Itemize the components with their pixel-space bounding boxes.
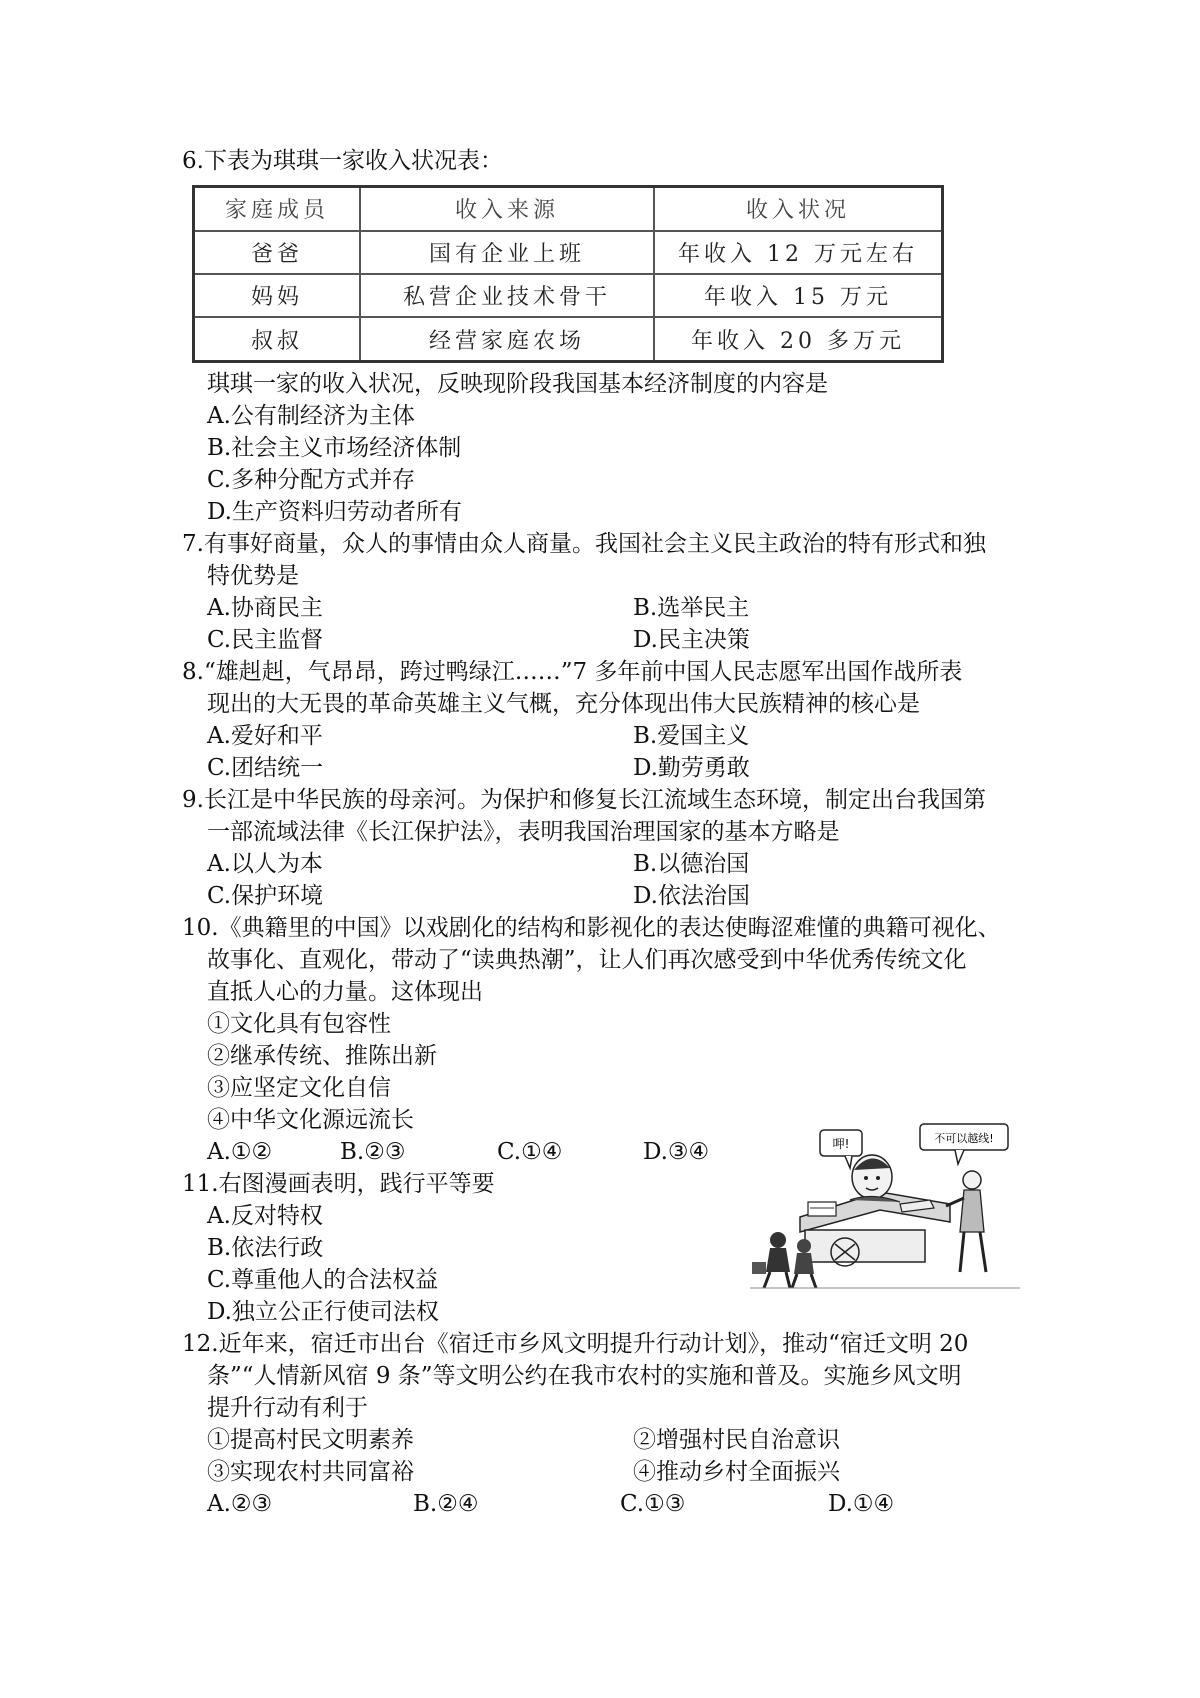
q9-stem-line2: 一部流域法律《长江保护法》，表明我国治理国家的基本方略是 bbox=[207, 819, 840, 845]
table-header-cell: 收入状况 bbox=[654, 187, 943, 231]
q12-item-4: ④推动乡村全面振兴 bbox=[633, 1459, 840, 1485]
q12-item-2: ②增强村民自治意识 bbox=[633, 1427, 840, 1453]
q7-option-b: B.选举民主 bbox=[633, 595, 750, 621]
q10-stem-line2: 故事化、直观化，带动了“读典热潮”，让人们再次感受到中华优秀传统文化 bbox=[207, 947, 967, 973]
q12-option-b: B.②④ bbox=[413, 1491, 479, 1517]
q10-stem-line1: 10.《典籍里的中国》以戏剧化的结构和影视化的表达使晦涩难懂的典籍可视化、 bbox=[182, 915, 1001, 941]
table-cell: 经营家庭农场 bbox=[360, 317, 654, 361]
table-cell: 爸爸 bbox=[194, 231, 361, 274]
q11-option-a: A.反对特权 bbox=[207, 1203, 323, 1229]
q11-option-d: D.独立公正行使司法权 bbox=[207, 1299, 439, 1325]
q11-stem: 11.右图漫画表明，践行平等要 bbox=[182, 1171, 495, 1197]
table-row bbox=[194, 231, 943, 274]
table-header-row bbox=[194, 187, 943, 231]
cartoon-bubble-text-2: 不可以越线! bbox=[934, 1132, 994, 1145]
table-header-cell: 收入来源 bbox=[360, 187, 654, 231]
q6-stem: 6.下表为琪琪一家收入状况表： bbox=[182, 148, 503, 174]
q12-option-c: C.①③ bbox=[620, 1491, 686, 1517]
table-cell: 年收入 15 万元 bbox=[654, 274, 943, 317]
q10-item-3: ③应坚定文化自信 bbox=[207, 1075, 391, 1101]
q6-option-a: A.公有制经济为主体 bbox=[207, 403, 415, 429]
q12-stem-line2: 条”“人情新风宿 9 条”等文明公约在我市农村的实施和普及。实施乡风文明 bbox=[207, 1363, 962, 1389]
table-cell: 叔叔 bbox=[194, 317, 361, 361]
table-row bbox=[194, 317, 943, 361]
table-cell: 妈妈 bbox=[194, 274, 361, 317]
q6-option-b: B.社会主义市场经济体制 bbox=[207, 435, 462, 461]
privilege-cartoon-image bbox=[750, 1122, 1020, 1292]
q6-option-d: D.生产资料归劳动者所有 bbox=[207, 499, 462, 525]
q12-stem-line1: 12.近年来，宿迁市出台《宿迁市乡风文明提升行动计划》，推动“宿迁文明 20 bbox=[182, 1331, 969, 1357]
q10-item-1: ①文化具有包容性 bbox=[207, 1011, 391, 1037]
q8-option-c: C.团结统一 bbox=[207, 755, 324, 781]
q12-item-1: ①提高村民文明素养 bbox=[207, 1427, 414, 1453]
table-header-cell: 家庭成员 bbox=[194, 187, 361, 231]
q8-option-d: D.勤劳勇敢 bbox=[633, 755, 750, 781]
table-cell: 私营企业技术骨干 bbox=[360, 274, 654, 317]
q10-stem-line3: 直抵人心的力量。这体现出 bbox=[207, 979, 483, 1005]
table-cell: 年收入 12 万元左右 bbox=[654, 231, 943, 274]
q10-option-c: C.①④ bbox=[497, 1139, 563, 1165]
q8-stem-line1: 8.“雄赳赳，气昂昂，跨过鸭绿江……”7 多年前中国人民志愿军出国作战所表 bbox=[182, 659, 963, 685]
q9-option-a: A.以人为本 bbox=[207, 851, 323, 877]
q10-item-4: ④中华文化源远流长 bbox=[207, 1107, 414, 1133]
table-cell: 国有企业上班 bbox=[360, 231, 654, 274]
q7-option-d: D.民主决策 bbox=[633, 627, 750, 653]
q7-stem-line1: 7.有事好商量，众人的事情由众人商量。我国社会主义民主政治的特有形式和独 bbox=[182, 531, 986, 557]
table-cell: 年收入 20 多万元 bbox=[654, 317, 943, 361]
q7-stem-line2: 特优势是 bbox=[207, 563, 299, 589]
q6-option-c: C.多种分配方式并存 bbox=[207, 467, 416, 493]
q9-option-d: D.依法治国 bbox=[633, 883, 750, 909]
q12-option-d: D.①④ bbox=[828, 1491, 895, 1517]
q11-option-b: B.依法行政 bbox=[207, 1235, 324, 1261]
q12-stem-line3: 提升行动有利于 bbox=[207, 1395, 368, 1421]
income-table bbox=[192, 185, 944, 363]
q8-stem-line2: 现出的大无畏的革命英雄主义气概，充分体现出伟大民族精神的核心是 bbox=[207, 691, 920, 717]
q10-option-b: B.②③ bbox=[340, 1139, 406, 1165]
q10-option-d: D.③④ bbox=[643, 1139, 710, 1165]
q10-item-2: ②继承传统、推陈出新 bbox=[207, 1043, 437, 1069]
q10-option-a: A.①② bbox=[207, 1139, 273, 1165]
q8-option-b: B.爱国主义 bbox=[633, 723, 750, 749]
cartoon-bubble-text-1: 呷! bbox=[832, 1137, 850, 1151]
q7-option-c: C.民主监督 bbox=[207, 627, 324, 653]
q9-option-c: C.保护环境 bbox=[207, 883, 324, 909]
q9-option-b: B.以德治国 bbox=[633, 851, 750, 877]
q12-option-a: A.②③ bbox=[207, 1491, 273, 1517]
q11-option-c: C.尊重他人的合法权益 bbox=[207, 1267, 439, 1293]
q6-question: 琪琪一家的收入状况，反映现阶段我国基本经济制度的内容是 bbox=[207, 371, 828, 397]
q8-option-a: A.爱好和平 bbox=[207, 723, 323, 749]
table-row bbox=[194, 274, 943, 317]
q12-item-3: ③实现农村共同富裕 bbox=[207, 1459, 414, 1485]
q9-stem-line1: 9.长江是中华民族的母亲河。为保护和修复长江流域生态环境，制定出台我国第 bbox=[182, 787, 986, 813]
q7-option-a: A.协商民主 bbox=[207, 595, 323, 621]
